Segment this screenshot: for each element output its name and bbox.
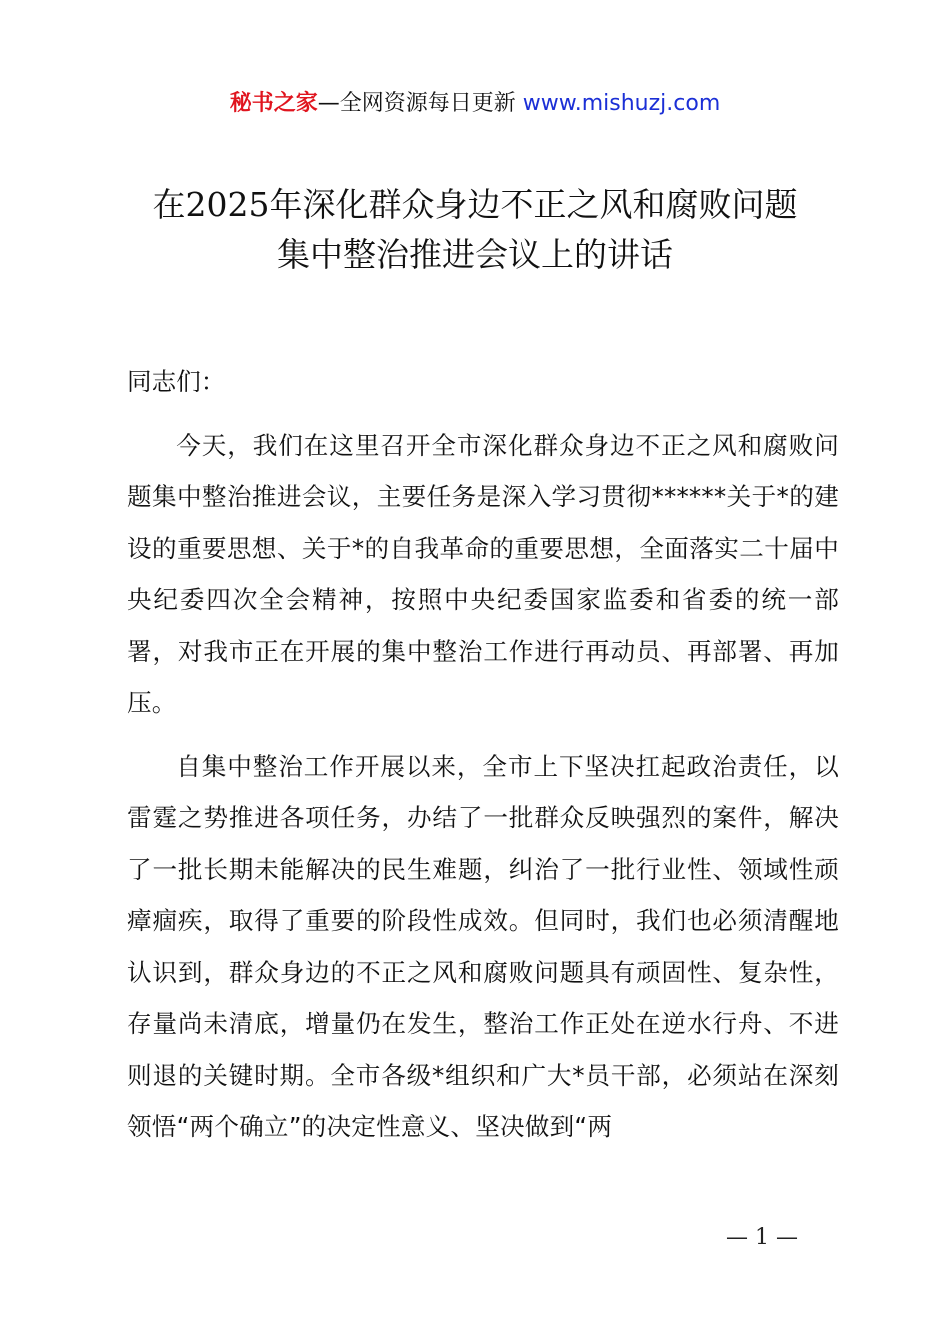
- brand-name: 秘书之家: [229, 91, 318, 116]
- document-title: [60, 180, 890, 280]
- document-body: [127, 356, 839, 1165]
- site-url-link[interactable]: www.mishuzj.com: [522, 91, 721, 116]
- title-line-1: 在2025年深化群众身边不正之风和腐败问题: [152, 185, 798, 224]
- header-slogan: —全网资源每日更新: [317, 91, 516, 116]
- salutation: 同志们：: [127, 367, 226, 396]
- site-header: [0, 88, 950, 120]
- page-number: — 1 —: [726, 1225, 798, 1250]
- title-line-2: 集中整治推进会议上的讲话: [277, 235, 673, 274]
- body-paragraph-1: 今天，我们在这里召开全市深化群众身边不正之风和腐败问题集中整治推进会议，主要任务是深入学习贯彻******关于*的建设的重要思想、关于*的自我革命的重要思想，全面落实二十届中央纪委四次全会精神，按照中央纪委国家监委和省委的统一部署，对我市正在开展的集中整治工作进行再动员、再部署、再加压。: [127, 430, 839, 717]
- body-paragraph-2: 自集中整治工作开展以来，全市上下坚决扛起政治责任，以雷霆之势推进各项任务，办结了一批群众反映强烈的案件，解决了一批长期未能解决的民生难题，纠治了一批行业性、领域性顽瘴痼疾，取得了重要的阶段性成效。但同时，我们也必须清醒地认识到，群众身边的不正之风和腐败问题具有顽固性、复杂性，存量尚未清底，增量仍在发生，整治工作正处在逆水行舟、不进则退的关键时期。全市各级*组织和广大*员干部，必须站在深刻领悟“两个确立”的决定性意义、坚决做到“两: [127, 751, 839, 1141]
